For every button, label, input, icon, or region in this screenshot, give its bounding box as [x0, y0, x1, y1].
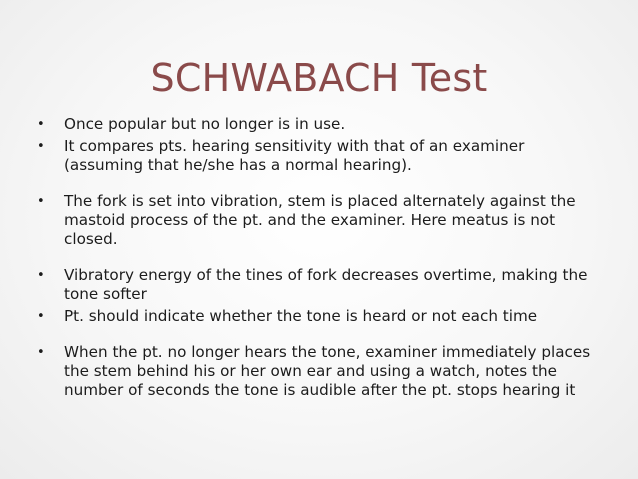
bullet-text: Once popular but no longer is in use.	[64, 115, 346, 133]
bullet-item	[37, 137, 597, 175]
bullet-item	[37, 307, 597, 326]
bullet-marker: •	[37, 268, 45, 283]
bullet-item	[37, 343, 597, 400]
bullet-marker: •	[37, 194, 45, 209]
bullet-marker: •	[37, 139, 45, 154]
slide-title: SCHWABACH Test	[150, 56, 488, 100]
bullet-item	[37, 115, 597, 134]
bullet-marker: •	[37, 345, 45, 360]
bullet-marker: •	[37, 309, 45, 324]
bullet-text: When the pt. no longer hears the tone, examiner immediately places the stem behind his or her own ear and using a watch, notes the number of seconds the tone is audible after the pt. stops hearing it	[64, 343, 591, 399]
bullet-text: Vibratory energy of the tines of fork decreases overtime, making the tone softer	[64, 266, 588, 303]
bullet-item	[37, 266, 597, 304]
bullet-marker: •	[37, 117, 45, 132]
bullet-text: Pt. should indicate whether the tone is heard or not each time	[64, 307, 538, 325]
bullet-list	[37, 115, 597, 400]
bullet-text: It compares pts. hearing sensitivity with that of an examiner (assuming that he/she has a normal hearing).	[64, 137, 525, 174]
bullet-text: The fork is set into vibration, stem is placed alternately against the mastoid process of the pt. and the examiner. Here meatus is not closed.	[64, 192, 576, 248]
bullet-item	[37, 192, 597, 249]
